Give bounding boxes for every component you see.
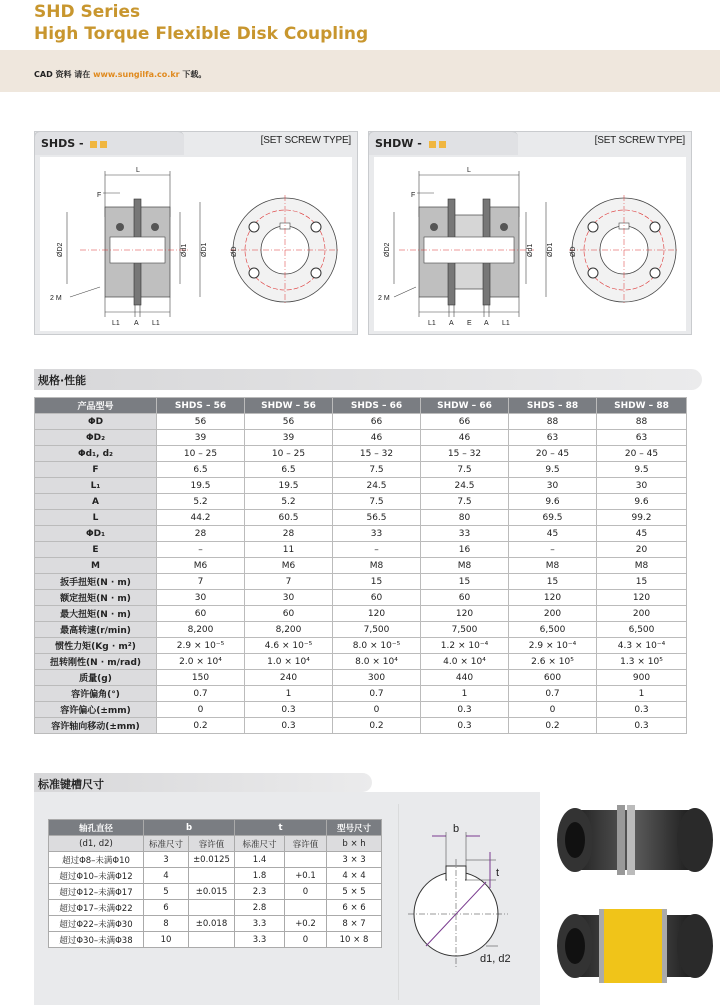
spec-cell: M6 bbox=[245, 558, 333, 574]
table-row bbox=[35, 430, 687, 446]
spec-header-cell: SHDS – 66 bbox=[333, 398, 421, 414]
spec-cell: 0.2 bbox=[157, 718, 245, 734]
spec-header-cell: SHDS – 88 bbox=[509, 398, 597, 414]
spec-cell: 0.7 bbox=[509, 686, 597, 702]
key-cell: +0.2 bbox=[285, 916, 327, 932]
key-cell: ±0.018 bbox=[189, 916, 235, 932]
key-cell bbox=[285, 852, 327, 868]
spec-cell: 7.5 bbox=[421, 462, 509, 478]
spec-cell: 15 – 32 bbox=[333, 446, 421, 462]
spec-section-header bbox=[34, 369, 702, 390]
key-cell bbox=[189, 900, 235, 916]
spec-cell: 20 bbox=[597, 542, 687, 558]
orange-square-icon bbox=[429, 141, 436, 148]
table-row bbox=[35, 606, 687, 622]
spec-cell: M8 bbox=[597, 558, 687, 574]
spec-cell: 15 bbox=[421, 574, 509, 590]
spec-row-label: 惯性力矩(Kg · m²) bbox=[35, 638, 157, 654]
spec-cell: 6.5 bbox=[157, 462, 245, 478]
spec-cell: 9.5 bbox=[509, 462, 597, 478]
table-row bbox=[35, 590, 687, 606]
spec-cell: 8,200 bbox=[245, 622, 333, 638]
key-cell: 8 bbox=[144, 916, 189, 932]
spec-cell: 60 bbox=[245, 606, 333, 622]
key-cell: 2.8 bbox=[235, 900, 285, 916]
spec-cell: 1 bbox=[421, 686, 509, 702]
key-cell: ±0.0125 bbox=[189, 852, 235, 868]
dim-label: Ød1 bbox=[527, 243, 534, 257]
dim-label: E bbox=[467, 320, 472, 327]
key-cell bbox=[285, 900, 327, 916]
spec-table bbox=[34, 397, 687, 734]
spec-row-label: ΦD₂ bbox=[35, 430, 157, 446]
spec-cell: 10 – 25 bbox=[245, 446, 333, 462]
spec-cell: 60 bbox=[333, 590, 421, 606]
spec-cell: 30 bbox=[245, 590, 333, 606]
table-row bbox=[49, 868, 382, 884]
spec-cell: 150 bbox=[157, 670, 245, 686]
spec-cell: 80 bbox=[421, 510, 509, 526]
key-cell: 超过Φ10–未满Φ12 bbox=[49, 868, 144, 884]
spec-cell: 33 bbox=[421, 526, 509, 542]
spec-cell: 5.2 bbox=[245, 494, 333, 510]
spec-header-cell: SHDS – 56 bbox=[157, 398, 245, 414]
dim-label: F bbox=[97, 192, 102, 199]
shdw-technical-drawing-icon bbox=[374, 157, 686, 331]
spec-header-cell: SHDW – 56 bbox=[245, 398, 333, 414]
spec-cell: 2.0 × 10⁴ bbox=[157, 654, 245, 670]
spec-row-label: M bbox=[35, 558, 157, 574]
series-title: SHD Series bbox=[34, 2, 141, 22]
spec-cell: 0.3 bbox=[245, 718, 333, 734]
spec-cell: 60 bbox=[157, 606, 245, 622]
spec-cell: 2.9 × 10⁻⁴ bbox=[509, 638, 597, 654]
key-cell: 10 × 8 bbox=[327, 932, 382, 948]
key-subhead: 标准尺寸 bbox=[235, 836, 285, 852]
spec-cell: 16 bbox=[421, 542, 509, 558]
spec-cell: M8 bbox=[333, 558, 421, 574]
table-row bbox=[35, 542, 687, 558]
spec-row-label: 容许偏角(°) bbox=[35, 686, 157, 702]
cad-download-note bbox=[34, 69, 206, 80]
spec-row-label: 额定扭矩(N · m) bbox=[35, 590, 157, 606]
table-row bbox=[35, 510, 687, 526]
spec-cell: 63 bbox=[509, 430, 597, 446]
key-subhead: 容许值 bbox=[285, 836, 327, 852]
spec-cell: 56 bbox=[157, 414, 245, 430]
spec-cell: 6,500 bbox=[509, 622, 597, 638]
spec-cell: 45 bbox=[597, 526, 687, 542]
table-row bbox=[35, 526, 687, 542]
spec-row-label: 容许轴向移动(±mm) bbox=[35, 718, 157, 734]
shds-drawing bbox=[40, 157, 352, 331]
spec-cell: 4.6 × 10⁻⁵ bbox=[245, 638, 333, 654]
spec-cell: 30 bbox=[597, 478, 687, 494]
spec-row-label: 质量(g) bbox=[35, 670, 157, 686]
panel-shdw-name: SHDW - bbox=[375, 137, 426, 150]
spec-cell: 0.3 bbox=[421, 718, 509, 734]
spec-cell: 10 – 25 bbox=[157, 446, 245, 462]
dim-label: ØD2 bbox=[57, 242, 64, 257]
spec-cell: 69.5 bbox=[509, 510, 597, 526]
dim-label: L1 bbox=[112, 320, 120, 327]
spec-cell: 0.7 bbox=[333, 686, 421, 702]
spec-cell: 9.5 bbox=[597, 462, 687, 478]
spec-cell: 1.0 × 10⁴ bbox=[245, 654, 333, 670]
key-cell: 1.8 bbox=[235, 868, 285, 884]
spec-cell: 300 bbox=[333, 670, 421, 686]
spec-cell: 1 bbox=[245, 686, 333, 702]
spec-cell: 0.2 bbox=[509, 718, 597, 734]
spec-cell: 120 bbox=[333, 606, 421, 622]
shds-technical-drawing-icon bbox=[40, 157, 352, 331]
table-row bbox=[35, 702, 687, 718]
spec-row-label: 容许偏心(±mm) bbox=[35, 702, 157, 718]
key-cell: ±0.015 bbox=[189, 884, 235, 900]
dim-label: ØD1 bbox=[201, 242, 208, 257]
dim-label: ØD2 bbox=[384, 242, 391, 257]
table-row bbox=[35, 638, 687, 654]
spec-cell: 600 bbox=[509, 670, 597, 686]
dim-label: ØD bbox=[570, 246, 577, 257]
key-head-t: t bbox=[235, 820, 327, 836]
shdw-drawing bbox=[374, 157, 686, 331]
spec-header-cell: SHDW – 66 bbox=[421, 398, 509, 414]
spec-cell: 7.5 bbox=[421, 494, 509, 510]
spec-cell: 60 bbox=[421, 590, 509, 606]
product-title: High Torque Flexible Disk Coupling bbox=[34, 24, 369, 44]
cad-suffix: 下载。 bbox=[179, 70, 207, 79]
spec-cell: 0.3 bbox=[245, 702, 333, 718]
spec-cell: 66 bbox=[421, 414, 509, 430]
spec-cell: 39 bbox=[245, 430, 333, 446]
spec-cell: 11 bbox=[245, 542, 333, 558]
coupling-photo-icon bbox=[555, 775, 720, 1005]
spec-cell: 1 bbox=[597, 686, 687, 702]
spec-cell: 15 bbox=[509, 574, 597, 590]
dim-label: A bbox=[484, 320, 489, 327]
spec-cell: 33 bbox=[333, 526, 421, 542]
table-row bbox=[49, 932, 382, 948]
keyway-d-label: d1, d2 bbox=[480, 953, 511, 965]
key-cell: 4 × 4 bbox=[327, 868, 382, 884]
spec-cell: 0 bbox=[333, 702, 421, 718]
spec-cell: 15 – 32 bbox=[421, 446, 509, 462]
spec-cell: 63 bbox=[597, 430, 687, 446]
spec-cell: 46 bbox=[333, 430, 421, 446]
spec-cell: 46 bbox=[421, 430, 509, 446]
spec-cell: 28 bbox=[157, 526, 245, 542]
spec-cell: 30 bbox=[509, 478, 597, 494]
key-cell: 3 × 3 bbox=[327, 852, 382, 868]
key-cell: 3.3 bbox=[235, 916, 285, 932]
spec-cell: 6.5 bbox=[245, 462, 333, 478]
key-cell: 3 bbox=[144, 852, 189, 868]
key-section-title: 标准键槽尺寸 bbox=[38, 778, 104, 791]
dim-label: L bbox=[467, 167, 471, 174]
spec-cell: 6,500 bbox=[597, 622, 687, 638]
dim-label: 2 M bbox=[50, 295, 62, 302]
spec-cell: 7,500 bbox=[421, 622, 509, 638]
spec-row-label: 扳手扭矩(N · m) bbox=[35, 574, 157, 590]
table-row bbox=[35, 446, 687, 462]
spec-cell: 7.5 bbox=[333, 462, 421, 478]
key-cell: 6 × 6 bbox=[327, 900, 382, 916]
dim-label: Ød1 bbox=[181, 243, 188, 257]
spec-cell: M8 bbox=[421, 558, 509, 574]
spec-cell: 56.5 bbox=[333, 510, 421, 526]
spec-cell: 44.2 bbox=[157, 510, 245, 526]
table-row bbox=[49, 900, 382, 916]
spec-cell: 0.3 bbox=[597, 718, 687, 734]
spec-cell: 39 bbox=[157, 430, 245, 446]
spec-cell: 0 bbox=[157, 702, 245, 718]
key-cell: 3.3 bbox=[235, 932, 285, 948]
spec-cell: 7,500 bbox=[333, 622, 421, 638]
spec-cell: 60.5 bbox=[245, 510, 333, 526]
spec-row-label: 扭转刚性(N · m/rad) bbox=[35, 654, 157, 670]
spec-header-row bbox=[35, 398, 687, 414]
spec-cell: 2.6 × 10⁵ bbox=[509, 654, 597, 670]
panel-shds-type: [SET SCREW TYPE] bbox=[260, 135, 351, 146]
key-head-b: b bbox=[144, 820, 235, 836]
dim-label: 2 M bbox=[378, 295, 390, 302]
key-cell: 超过Φ22–未满Φ30 bbox=[49, 916, 144, 932]
spec-cell: 1.2 × 10⁻⁴ bbox=[421, 638, 509, 654]
spec-cell: 900 bbox=[597, 670, 687, 686]
panel-shds-tab bbox=[34, 131, 184, 155]
spec-cell: 15 bbox=[333, 574, 421, 590]
keyway-drawing bbox=[398, 804, 533, 1000]
table-row bbox=[35, 622, 687, 638]
spec-cell: 7.5 bbox=[333, 494, 421, 510]
table-row bbox=[35, 654, 687, 670]
spec-row-label: L₁ bbox=[35, 478, 157, 494]
panel-shdw bbox=[368, 131, 692, 335]
dim-label: L1 bbox=[428, 320, 436, 327]
spec-cell: 24.5 bbox=[421, 478, 509, 494]
key-cell: 2.3 bbox=[235, 884, 285, 900]
spec-cell: 440 bbox=[421, 670, 509, 686]
table-row bbox=[35, 494, 687, 510]
dim-label: F bbox=[411, 192, 416, 199]
spec-cell: 20 – 45 bbox=[509, 446, 597, 462]
spec-header-cell: SHDW – 88 bbox=[597, 398, 687, 414]
key-cell: 4 bbox=[144, 868, 189, 884]
keyway-t-label: t bbox=[496, 867, 500, 879]
dim-label: L1 bbox=[502, 320, 510, 327]
spec-cell: 30 bbox=[157, 590, 245, 606]
spec-cell: 120 bbox=[597, 590, 687, 606]
spec-row-label: ΦD₁ bbox=[35, 526, 157, 542]
key-subhead: (d1, d2) bbox=[49, 836, 144, 852]
spec-cell: 8.0 × 10⁻⁵ bbox=[333, 638, 421, 654]
spec-cell: 9.6 bbox=[509, 494, 597, 510]
spec-cell: 0.7 bbox=[157, 686, 245, 702]
spec-cell: 8,200 bbox=[157, 622, 245, 638]
panel-shds-name: SHDS - bbox=[41, 137, 88, 150]
dim-label: ØD bbox=[231, 246, 238, 257]
key-cell: +0.1 bbox=[285, 868, 327, 884]
spec-cell: 9.6 bbox=[597, 494, 687, 510]
key-subhead: 标准尺寸 bbox=[144, 836, 189, 852]
key-cell: 超过Φ8–未满Φ10 bbox=[49, 852, 144, 868]
spec-cell: 1.3 × 10⁵ bbox=[597, 654, 687, 670]
spec-cell: 7 bbox=[245, 574, 333, 590]
key-cell: 超过Φ12–未满Φ17 bbox=[49, 884, 144, 900]
spec-cell: M8 bbox=[509, 558, 597, 574]
spec-cell: 19.5 bbox=[157, 478, 245, 494]
spec-cell: 5.2 bbox=[157, 494, 245, 510]
spec-row-label: 最大扭矩(N · m) bbox=[35, 606, 157, 622]
spec-cell: 0 bbox=[509, 702, 597, 718]
spec-cell: 0.2 bbox=[333, 718, 421, 734]
key-subhead: b × h bbox=[327, 836, 382, 852]
spec-cell: 7 bbox=[157, 574, 245, 590]
table-row bbox=[35, 718, 687, 734]
cad-link[interactable]: www.sungilfa.co.kr bbox=[93, 70, 180, 79]
key-cell: 超过Φ30–未满Φ38 bbox=[49, 932, 144, 948]
spec-row-label: E bbox=[35, 542, 157, 558]
spec-cell: 56 bbox=[245, 414, 333, 430]
dim-label: L1 bbox=[152, 320, 160, 327]
table-row bbox=[49, 916, 382, 932]
key-cell: 8 × 7 bbox=[327, 916, 382, 932]
keyway-b-label: b bbox=[453, 823, 460, 835]
table-row bbox=[49, 884, 382, 900]
spec-cell: 0.3 bbox=[421, 702, 509, 718]
spec-cell: 88 bbox=[509, 414, 597, 430]
spec-row-label: L bbox=[35, 510, 157, 526]
key-cell: 1.4 bbox=[235, 852, 285, 868]
spec-cell: 200 bbox=[597, 606, 687, 622]
orange-square-icon bbox=[439, 141, 446, 148]
spec-cell: 19.5 bbox=[245, 478, 333, 494]
key-head-diameter: 轴孔直径 bbox=[49, 820, 144, 836]
table-row bbox=[35, 670, 687, 686]
key-table bbox=[48, 819, 382, 948]
spec-cell: 120 bbox=[421, 606, 509, 622]
spec-row-label: F bbox=[35, 462, 157, 478]
orange-square-icon bbox=[100, 141, 107, 148]
table-row bbox=[35, 478, 687, 494]
spec-cell: – bbox=[333, 542, 421, 558]
spec-cell: 2.9 × 10⁻⁵ bbox=[157, 638, 245, 654]
key-cell: 10 bbox=[144, 932, 189, 948]
key-cell bbox=[189, 868, 235, 884]
table-row bbox=[35, 574, 687, 590]
key-cell: 超过Φ17–未满Φ22 bbox=[49, 900, 144, 916]
spec-cell: 0.3 bbox=[597, 702, 687, 718]
spec-cell: – bbox=[157, 542, 245, 558]
spec-row-label: A bbox=[35, 494, 157, 510]
dim-label: A bbox=[134, 320, 139, 327]
key-head-size: 型号尺寸 bbox=[327, 820, 382, 836]
product-photo bbox=[555, 775, 720, 1005]
orange-square-icon bbox=[90, 141, 97, 148]
spec-cell: 99.2 bbox=[597, 510, 687, 526]
spec-row-label: 最高转速(r/min) bbox=[35, 622, 157, 638]
key-section-header bbox=[34, 773, 372, 792]
panel-shdw-type: [SET SCREW TYPE] bbox=[594, 135, 685, 146]
key-cell: 0 bbox=[285, 932, 327, 948]
spec-cell: 8.0 × 10⁴ bbox=[333, 654, 421, 670]
key-cell: 6 bbox=[144, 900, 189, 916]
table-row bbox=[49, 852, 382, 868]
spec-cell: 15 bbox=[597, 574, 687, 590]
spec-cell: 4.3 × 10⁻⁴ bbox=[597, 638, 687, 654]
table-row bbox=[35, 414, 687, 430]
spec-cell: 120 bbox=[509, 590, 597, 606]
table-row bbox=[35, 462, 687, 478]
spec-cell: 88 bbox=[597, 414, 687, 430]
spec-cell: 200 bbox=[509, 606, 597, 622]
spec-section-title: 规格·性能 bbox=[38, 374, 87, 387]
key-cell: 5 × 5 bbox=[327, 884, 382, 900]
spec-cell: 24.5 bbox=[333, 478, 421, 494]
panel-shds bbox=[34, 131, 358, 335]
spec-row-label: Φd₁, d₂ bbox=[35, 446, 157, 462]
spec-cell: 20 – 45 bbox=[597, 446, 687, 462]
spec-cell: 45 bbox=[509, 526, 597, 542]
spec-cell: M6 bbox=[157, 558, 245, 574]
key-subhead: 容许值 bbox=[189, 836, 235, 852]
dim-label: L bbox=[136, 167, 140, 174]
key-cell bbox=[189, 932, 235, 948]
key-cell: 0 bbox=[285, 884, 327, 900]
dim-label: ØD1 bbox=[547, 242, 554, 257]
spec-cell: 66 bbox=[333, 414, 421, 430]
cad-prefix: CAD 资料 请在 bbox=[34, 70, 94, 79]
keyway-diagram-icon bbox=[398, 804, 533, 1000]
panel-shdw-tab bbox=[368, 131, 518, 155]
spec-cell: 4.0 × 10⁴ bbox=[421, 654, 509, 670]
spec-cell: 240 bbox=[245, 670, 333, 686]
table-row bbox=[35, 686, 687, 702]
spec-header-cell: 产品型号 bbox=[35, 398, 157, 414]
key-cell: 5 bbox=[144, 884, 189, 900]
spec-row-label: ΦD bbox=[35, 414, 157, 430]
dim-label: A bbox=[449, 320, 454, 327]
spec-cell: 28 bbox=[245, 526, 333, 542]
table-row bbox=[35, 558, 687, 574]
spec-cell: – bbox=[509, 542, 597, 558]
